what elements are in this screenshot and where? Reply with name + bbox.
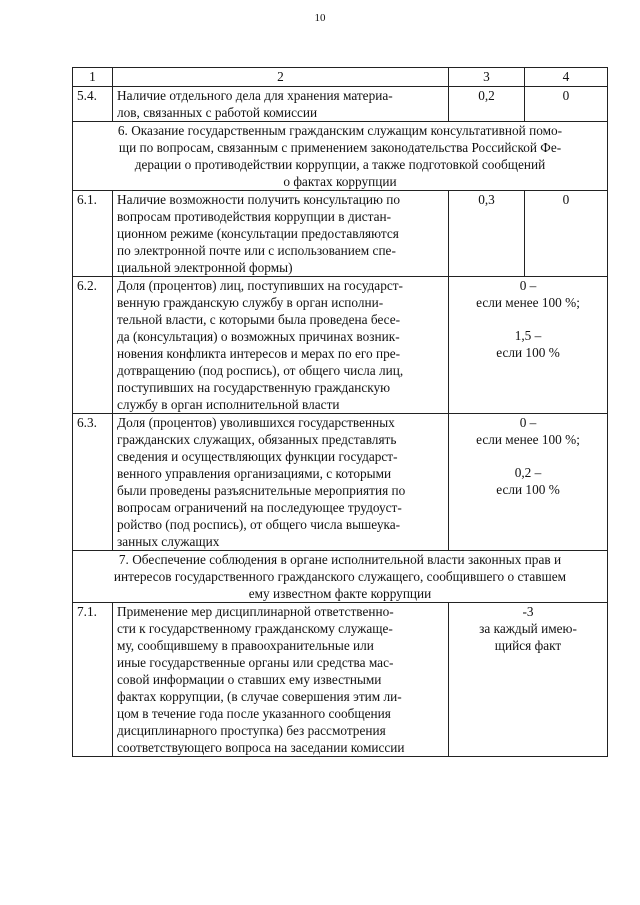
- row-text-line: были проведены разъяснительные мероприятия по: [117, 483, 406, 498]
- row-text-line: да (консультация) о возможных причинах возник-: [117, 329, 400, 344]
- section-text-line: ему известном факте коррупции: [248, 586, 432, 601]
- row-text-line: по электронной почте или с использованием спе-: [117, 243, 396, 258]
- table-row-6-1: [73, 191, 608, 277]
- table-row-6-3: [73, 414, 608, 551]
- row-description: [113, 414, 449, 551]
- row-score: [449, 277, 608, 414]
- row-description: [113, 191, 449, 277]
- row-text-line: Наличие отдельного дела для хранения материа-: [117, 88, 393, 103]
- row-text-line: Наличие возможности получить консультацию по: [117, 192, 401, 207]
- table-header-row: [73, 68, 608, 87]
- row-text-line: поступивших на государственную гражданскую: [117, 380, 391, 395]
- section-7-heading: [73, 551, 608, 603]
- row-number: 5.4.: [73, 87, 113, 122]
- row-text-line: гражданских служащих, обязанных представлять: [117, 432, 397, 447]
- section-text-line: дерации о противодействии коррупции, а также подготовкой сообщений: [134, 157, 546, 172]
- row-text-line: вопросам ограничений на последующее трудоуст-: [117, 500, 402, 515]
- row-col4-value: 0: [525, 87, 608, 122]
- row-number: 6.3.: [73, 414, 113, 551]
- score-line: если 100 %: [496, 345, 560, 360]
- row-text-line: соответствующего вопроса на заседании комиссии: [117, 740, 405, 755]
- row-description: [113, 603, 449, 757]
- score-line: за каждый имею-: [479, 621, 577, 636]
- score-line: -3: [522, 604, 534, 619]
- row-text-line: иные государственные органы или средства мас-: [117, 655, 394, 670]
- table-row-7-1: [73, 603, 608, 757]
- row-text-line: сведения и осуществляющих функции государст-: [117, 449, 398, 464]
- section-text-line: интересов государственного гражданского служащего, сообщившего о ставшем: [113, 569, 567, 584]
- score-line: 0 –: [519, 415, 537, 430]
- row-score: [449, 603, 608, 757]
- row-text-line: ройство (под роспись), от общего числа вышеука-: [117, 517, 401, 532]
- row-col3-value: 0,3: [449, 191, 525, 277]
- row-description: [113, 277, 449, 414]
- score-line: если менее 100 %;: [476, 295, 580, 310]
- section-6-heading: [73, 122, 608, 191]
- score-line: если менее 100 %;: [476, 432, 580, 447]
- row-col4-value: 0: [525, 191, 608, 277]
- row-number: 7.1.: [73, 603, 113, 757]
- section-text-line: щи по вопросам, связанным с применением законодательства Российской Фе-: [118, 140, 562, 155]
- row-col3-value: 0,2: [449, 87, 525, 122]
- row-text-line: вопросам противодействия коррупции в дистан-: [117, 209, 392, 224]
- row-number: 6.2.: [73, 277, 113, 414]
- row-text-line: дотвращению (под роспись), от общего числа лиц,: [117, 363, 404, 378]
- row-text-line: тельной власти, с которыми была проведена бесе-: [117, 312, 401, 327]
- row-text-line: совой информации о ставших ему известными: [117, 672, 382, 687]
- row-number: 6.1.: [73, 191, 113, 277]
- header-col-2: 2: [113, 68, 449, 87]
- header-col-3: 3: [449, 68, 525, 87]
- header-col-1: 1: [73, 68, 113, 87]
- row-text-line: дисциплинарного проступка) без рассмотрения: [117, 723, 386, 738]
- score-line: 0 –: [519, 278, 537, 293]
- row-text-line: венного управления организациями, с которыми: [117, 466, 392, 481]
- row-text-line: новения конфликта интересов и мерах по его пре-: [117, 346, 401, 361]
- row-text-line: циальной электронной формы): [117, 260, 293, 275]
- row-text-line: ционном режиме (консультации предоставляются: [117, 226, 399, 241]
- score-line: щийся факт: [494, 638, 562, 653]
- section-6-row: [73, 122, 608, 191]
- section-text-line: 7. Обеспечение соблюдения в органе исполнительной власти законных прав и: [118, 552, 562, 567]
- row-score: [449, 414, 608, 551]
- row-text-line: Доля (процентов) уволившихся государственных: [117, 415, 395, 430]
- row-text-line: лов, связанных с работой комиссии: [117, 105, 318, 120]
- row-text-line: венную гражданскую службу в орган исполни-: [117, 295, 384, 310]
- row-text-line: му, сообщившему в правоохранительные или: [117, 638, 374, 653]
- score-line: 0,2 –: [514, 465, 542, 480]
- score-line: 1,5 –: [514, 328, 542, 343]
- row-description: [113, 87, 449, 122]
- row-text-line: занных служащих: [117, 534, 220, 549]
- header-col-4: 4: [525, 68, 608, 87]
- table-row-5-4: [73, 87, 608, 122]
- row-text-line: службу в орган исполнительной власти: [117, 397, 340, 412]
- criteria-table: [72, 67, 608, 757]
- table-row-6-2: [73, 277, 608, 414]
- row-text-line: фактах коррупции, (в случае совершения этим ли-: [117, 689, 402, 704]
- row-text-line: цом в течение года после указанного сообщения: [117, 706, 391, 721]
- row-text-line: Применение мер дисциплинарной ответственно-: [117, 604, 394, 619]
- section-text-line: о фактах коррупции: [283, 174, 397, 189]
- page-number: 10: [314, 12, 326, 24]
- section-7-row: [73, 551, 608, 603]
- score-line: если 100 %: [496, 482, 560, 497]
- row-text-line: Доля (процентов) лиц, поступивших на государст-: [117, 278, 403, 293]
- row-text-line: сти к государственному гражданскому служаще-: [117, 621, 393, 636]
- section-text-line: 6. Оказание государственным гражданским служащим консультативной помо-: [117, 123, 563, 138]
